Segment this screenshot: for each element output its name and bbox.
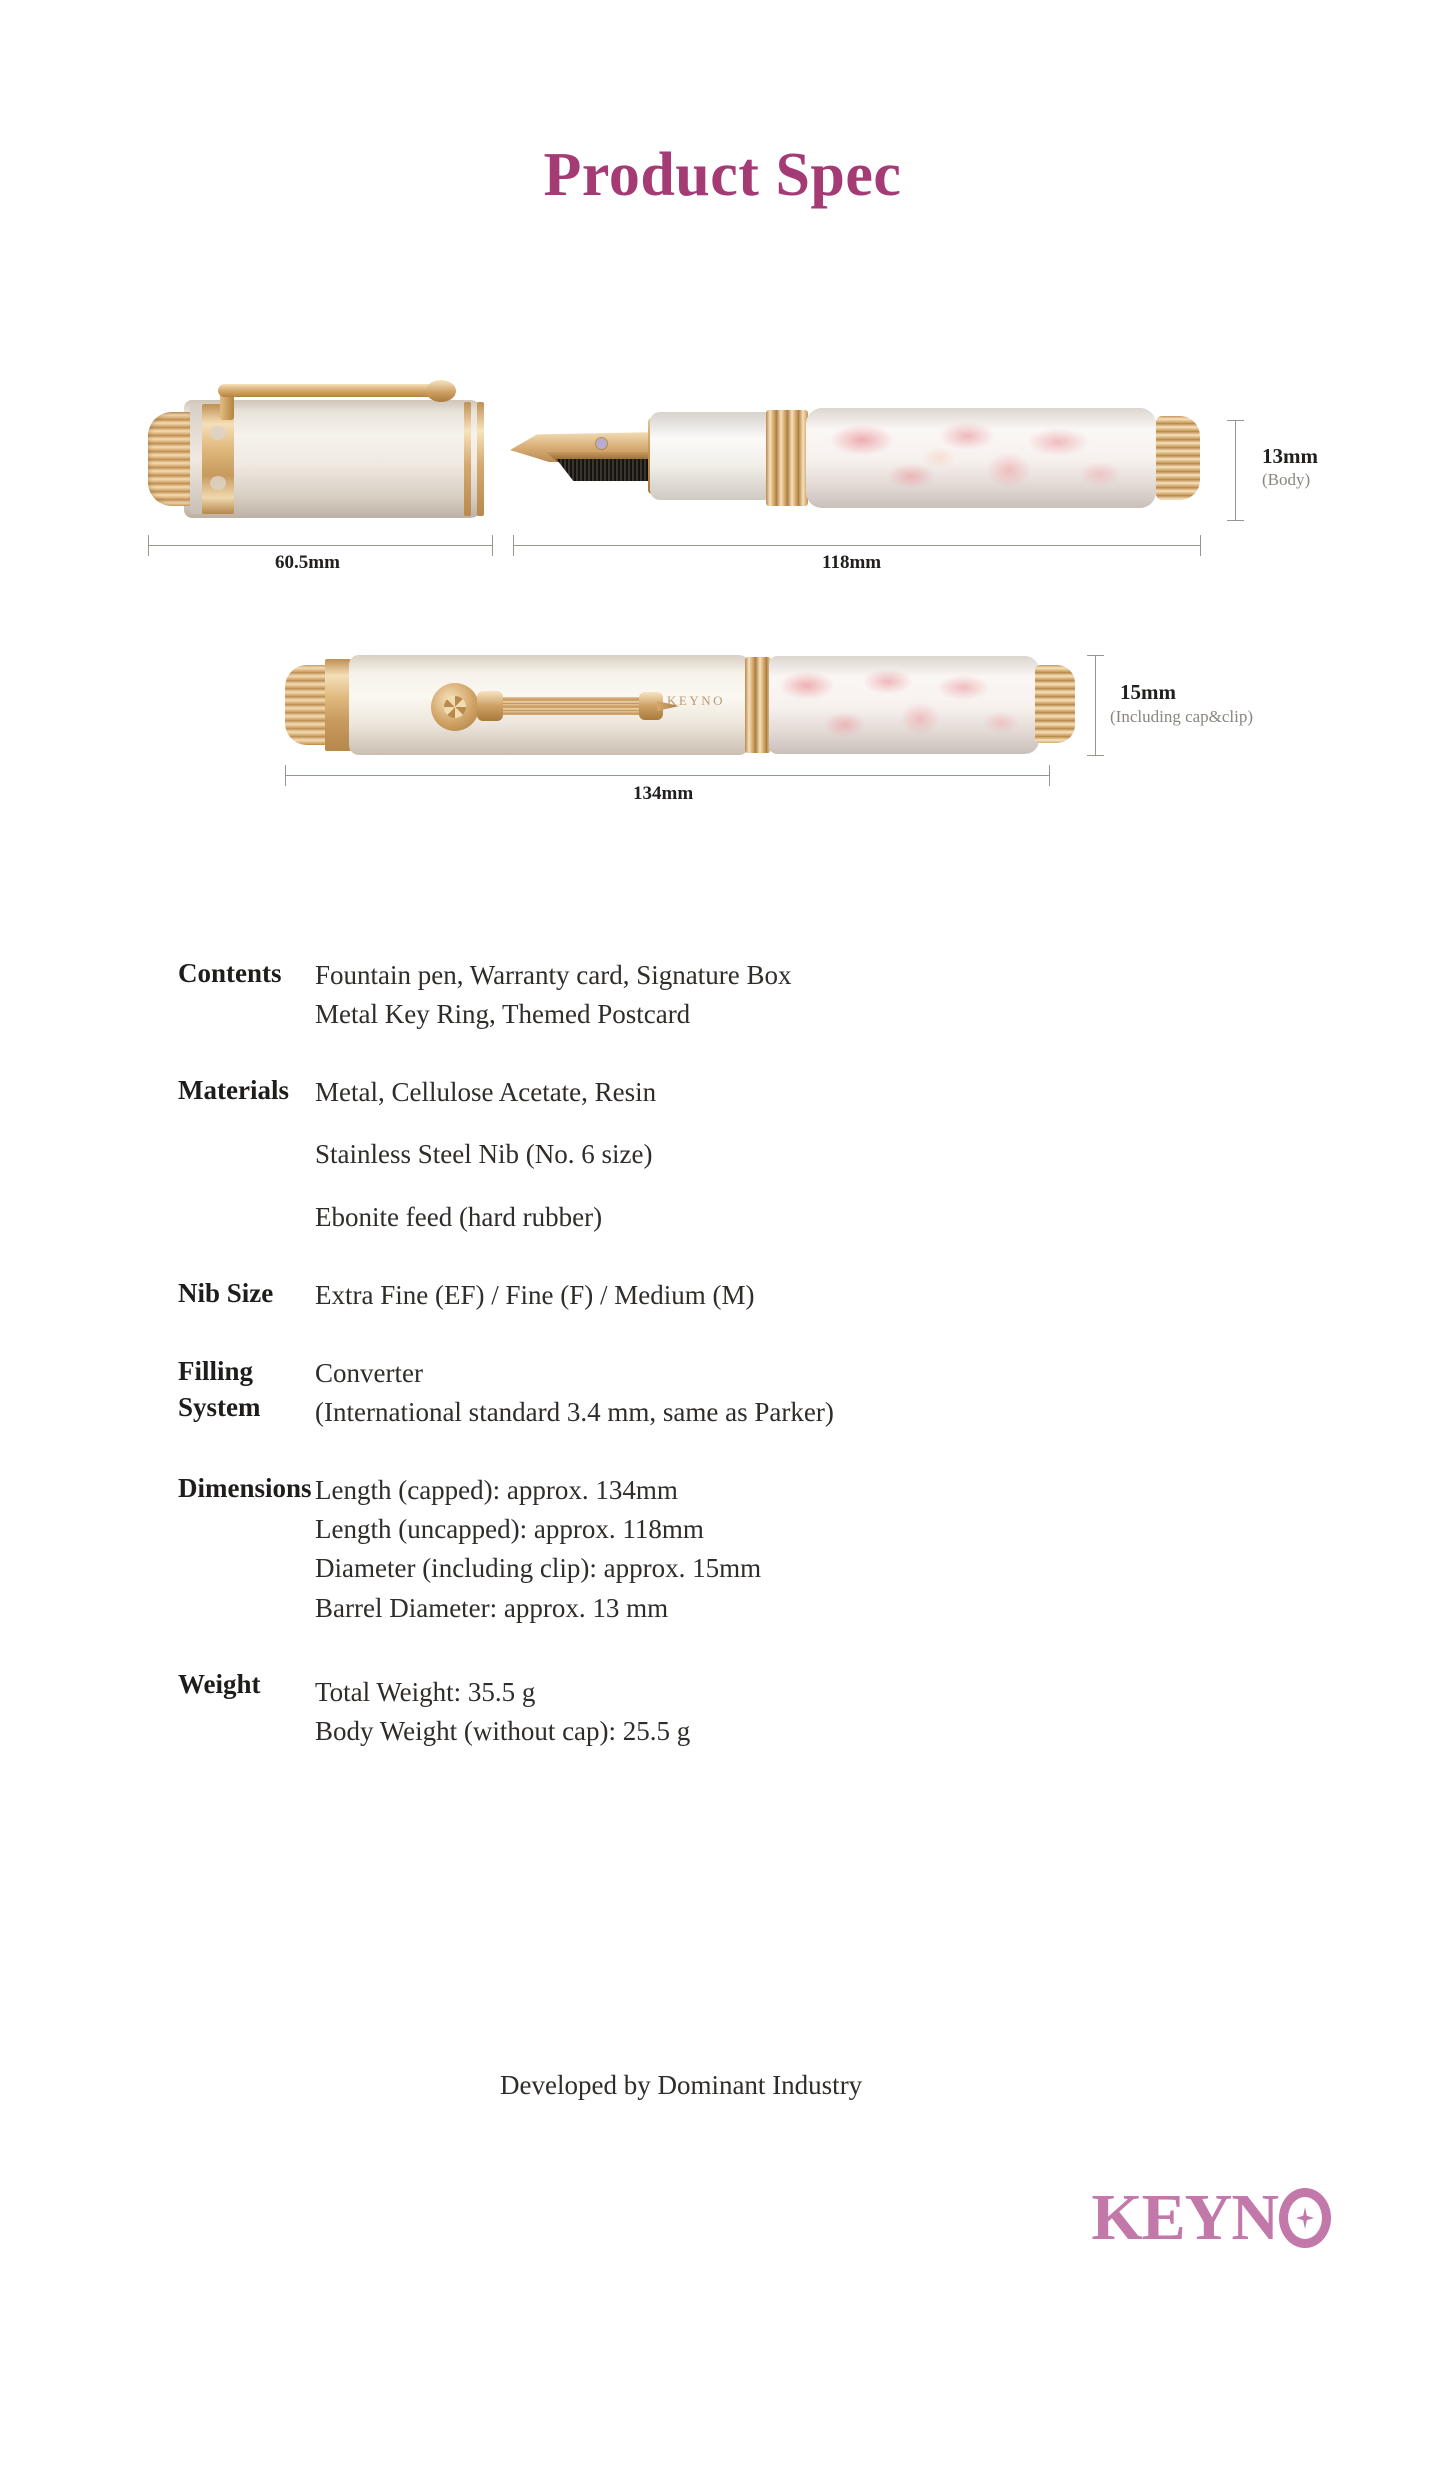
keyno-o-sparkle-icon [1279,2185,1337,2251]
capped-clip-icon [477,689,677,723]
barrel-end-cap [1156,416,1200,500]
clip-knob [426,380,456,402]
dim-line-cap-length [148,545,493,546]
dim-tick-capped-left [285,765,286,786]
spec-line: Fountain pen, Warranty card, Signature Box [315,960,792,990]
dim-line-capped-diameter [1095,655,1096,755]
dim-note-capped-diameter: (Including cap&clip) [1110,707,1254,726]
spec-line: Diameter (including clip): approx. 15mm [315,1553,762,1584]
grip-section [650,412,768,500]
capped-clip-end-left [477,691,503,721]
dim-label-uncapped: 118mm [822,552,882,573]
dim-label-capped-length: 134mm [633,783,694,804]
spec-value-nib-size [315,1275,754,1315]
spec-value-contents [315,955,791,1034]
dim-label-cap-length: 60.5mm [275,552,340,573]
spec-label-dimensions: Dimensions [178,1473,312,1504]
spec-line: Body Weight (without cap): 25.5 g [315,1715,691,1746]
dim-label-body-diameter: 13mm [1262,444,1318,468]
ebonite-feed [550,459,656,481]
capped-pen-illustration [285,655,1075,755]
spec-row-weight [0,1666,1445,1751]
capped-gold-ring [745,657,771,753]
cap-clip-icon [218,380,450,402]
spec-line: Barrel Diameter: approx. 13 mm [315,1592,669,1623]
spec-label-weight: Weight [178,1668,261,1699]
spec-line: Ebonite feed (hard rubber) [315,1201,603,1232]
spec-line: (International standard 3.4 mm, same as Parker) [315,1396,834,1427]
dim-tick-cap-left [148,535,149,556]
dim-cap-capped-top [1087,655,1104,656]
dim-tick-cap-right [492,535,493,556]
keyno-wordmark: KEYN [1091,2181,1278,2254]
product-diagram [0,0,1445,880]
spec-line: Stainless Steel Nib (No. 6 size) [315,1139,653,1170]
spec-label-materials: Materials [178,1075,289,1106]
spec-row-nib-size [0,1275,1445,1315]
cap-gold-ring-2 [477,402,484,516]
nib-breather-hole [596,438,607,449]
spec-label-contents: Contents [178,958,282,988]
page-title: Product Spec [543,141,902,209]
cap-finial-icon [148,412,194,506]
developed-by-note: Developed by Dominant Industry [500,2070,863,2100]
spec-line: Metal, Cellulose Acetate, Resin [315,1077,657,1108]
cap-gold-ring-1 [464,402,471,516]
dim-cap-body-bottom [1227,520,1244,521]
pen-cap-illustration [148,400,493,518]
rosette-emblem-icon [431,683,479,731]
spec-line: Converter [315,1357,423,1388]
spec-table [0,955,1445,1789]
spec-label-nib-size: Nib Size [178,1277,274,1308]
cap-decorative-band [202,404,234,514]
spec-line: Metal Key Ring, Themed Postcard [315,999,691,1030]
dim-tick-capped-right [1049,765,1050,786]
capped-barrel-end [1035,665,1075,743]
capped-finial-icon [285,665,329,745]
dim-line-capped-length [285,775,1050,776]
spec-line: Extra Fine (EF) / Fine (F) / Medium (M) [315,1279,755,1310]
dim-cap-body-top [1227,420,1244,421]
spec-line: Length (capped): approx. 134mm [315,1475,678,1506]
acetate-barrel [806,408,1156,508]
clip-bar [218,384,440,397]
cap-brand-engraving: KEYNO [667,693,725,708]
dim-label-capped-diameter: 15mm [1120,680,1176,704]
dim-note-body-diameter: (Body) [1262,470,1311,489]
spec-line: Length (uncapped): approx. 118mm [315,1514,704,1545]
keyno-logo [1091,2181,1337,2254]
spec-row-materials [0,1072,1445,1236]
dim-cap-capped-bottom [1087,755,1104,756]
capped-cap-body [349,655,749,755]
pen-body-illustration [510,408,1200,512]
spec-row-contents [0,955,1445,1034]
spec-value-weight [315,1666,690,1751]
spec-value-dimensions [315,1470,761,1628]
spec-line: Total Weight: 35.5 g [315,1676,536,1707]
capped-clip-shaft [499,697,649,715]
dim-line-body-diameter [1235,420,1236,520]
spec-value-filling-system [315,1353,834,1432]
spec-value-materials [315,1072,656,1236]
spec-label-filling-system: Filling System [178,1355,261,1423]
cap-collar-shape [190,404,202,514]
barrel-gold-rings [766,410,808,506]
dim-tick-uncapped-right [1200,535,1201,556]
spec-row-dimensions [0,1470,1445,1628]
dim-tick-uncapped-left [513,535,514,556]
capped-decorative-band [325,659,351,751]
dim-line-uncapped [513,545,1201,546]
spec-row-filling-system [0,1353,1445,1432]
capped-acetate-barrel [769,656,1039,754]
